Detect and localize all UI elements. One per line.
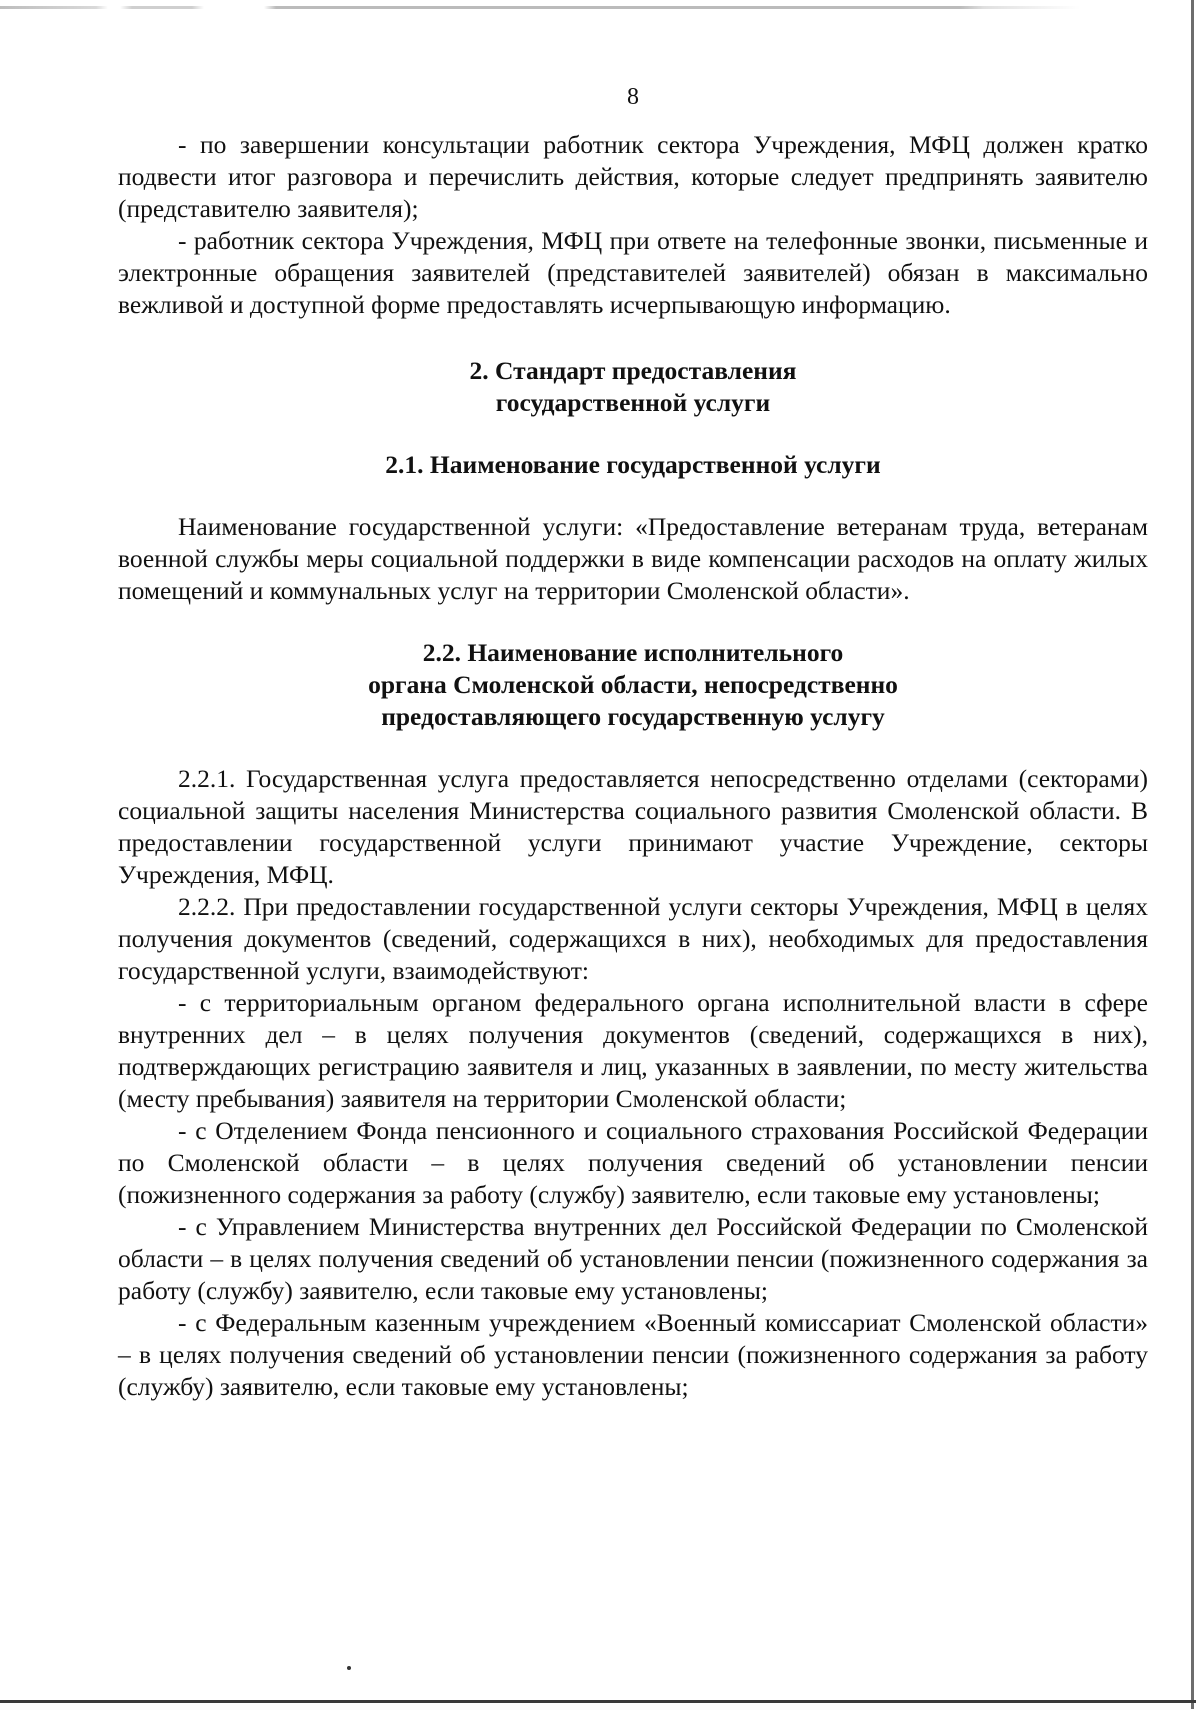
page-number: 8 xyxy=(627,84,639,110)
spacer xyxy=(118,733,1148,763)
list-item-interior-affairs: - с территориальным органом федерального органа исполнительной власти в сфере внутренних дел – в целях получения документов (сведений, содержащихся в них), подтверждающих регистрацию заявителя и лиц, указанных в заявлении, по месту жительства (месту пребывания) заявителя на территории Смоленской области; xyxy=(118,988,1148,1113)
section-2-2-title-line1: 2.2. Наименование исполнительного xyxy=(422,638,844,667)
list-item-pension-fund: - с Отделением Фонда пенсионного и социального страхования Российской Федерации по Смоленской области – в целях получения сведений об установлении пенсии (пожизненного содержания за работу (службу) заявителю, если таковые ему установлены; xyxy=(118,1116,1148,1209)
list-item-mvd-directorate: - с Управлением Министерства внутренних дел Российской Федерации по Смоленской области – в целях получения сведений об установлении пенсии (пожизненного содержания за работу (службу) заявителю, если таковые ему установлены; xyxy=(118,1212,1148,1305)
section-2-title-line2: государственной услуги xyxy=(495,388,771,417)
section-2-1-text: Наименование государственной услуги: «Предоставление ветеранам труда, ветеранам военной службы меры социальной поддержки в виде компенсации расходов на оплату жилых помещений и коммунальных услуг на территории Смоленской области». xyxy=(118,512,1148,605)
scan-edge-top xyxy=(0,6,1200,9)
section-2-2-title-line3: предоставляющего государственную услугу xyxy=(381,702,885,731)
list-item-military-commissariat: - с Федеральным казенным учреждением «Военный комиссариат Смоленской области» – в целях получения сведений об установлении пенсии (пожизненного содержания за работу (службу) заявителю, если таковые ему установлены; xyxy=(118,1308,1148,1401)
section-2-title-line1: 2. Стандарт предоставления xyxy=(469,356,797,385)
clause-2-2-1: 2.2.1. Государственная услуга предоставляется непосредственно отделами (секторами) социальной защиты населения Министерства социального развития Смоленской области. В предоставлении государственной услуги принимают участие Учреждение, секторы Учреждения, МФЦ. xyxy=(118,764,1148,889)
spacer xyxy=(118,607,1148,637)
section-2-2-title-line2: органа Смоленской области, непосредственно xyxy=(368,670,898,699)
spacer xyxy=(118,321,1148,355)
clause-2-2-2: 2.2.2. При предоставлении государственной услуги секторы Учреждения, МФЦ в целях получения документов (сведений, содержащихся в них), необходимых для предоставления государственной услуги, взаимодействуют: xyxy=(118,892,1148,985)
scan-speck xyxy=(347,1666,351,1670)
spacer xyxy=(118,419,1148,449)
scan-edge-right xyxy=(1191,0,1194,1709)
paragraph-phone-calls: - работник сектора Учреждения, МФЦ при ответе на телефонные звонки, письменные и электронные обращения заявителей (представителей заявителей) обязан в максимально вежливой и доступной форме предоставлять исчерпывающую информацию. xyxy=(118,226,1148,319)
document-page xyxy=(118,82,1148,1403)
spacer xyxy=(118,481,1148,511)
section-2-1-title: 2.1. Наименование государственной услуги xyxy=(385,450,881,479)
paragraph-consultation-summary: - по завершении консультации работник сектора Учреждения, МФЦ должен кратко подвести итог разговора и перечислить действия, которые следует предпринять заявителю (представителю заявителя); xyxy=(118,130,1148,223)
scan-edge-bottom xyxy=(0,1700,1196,1703)
